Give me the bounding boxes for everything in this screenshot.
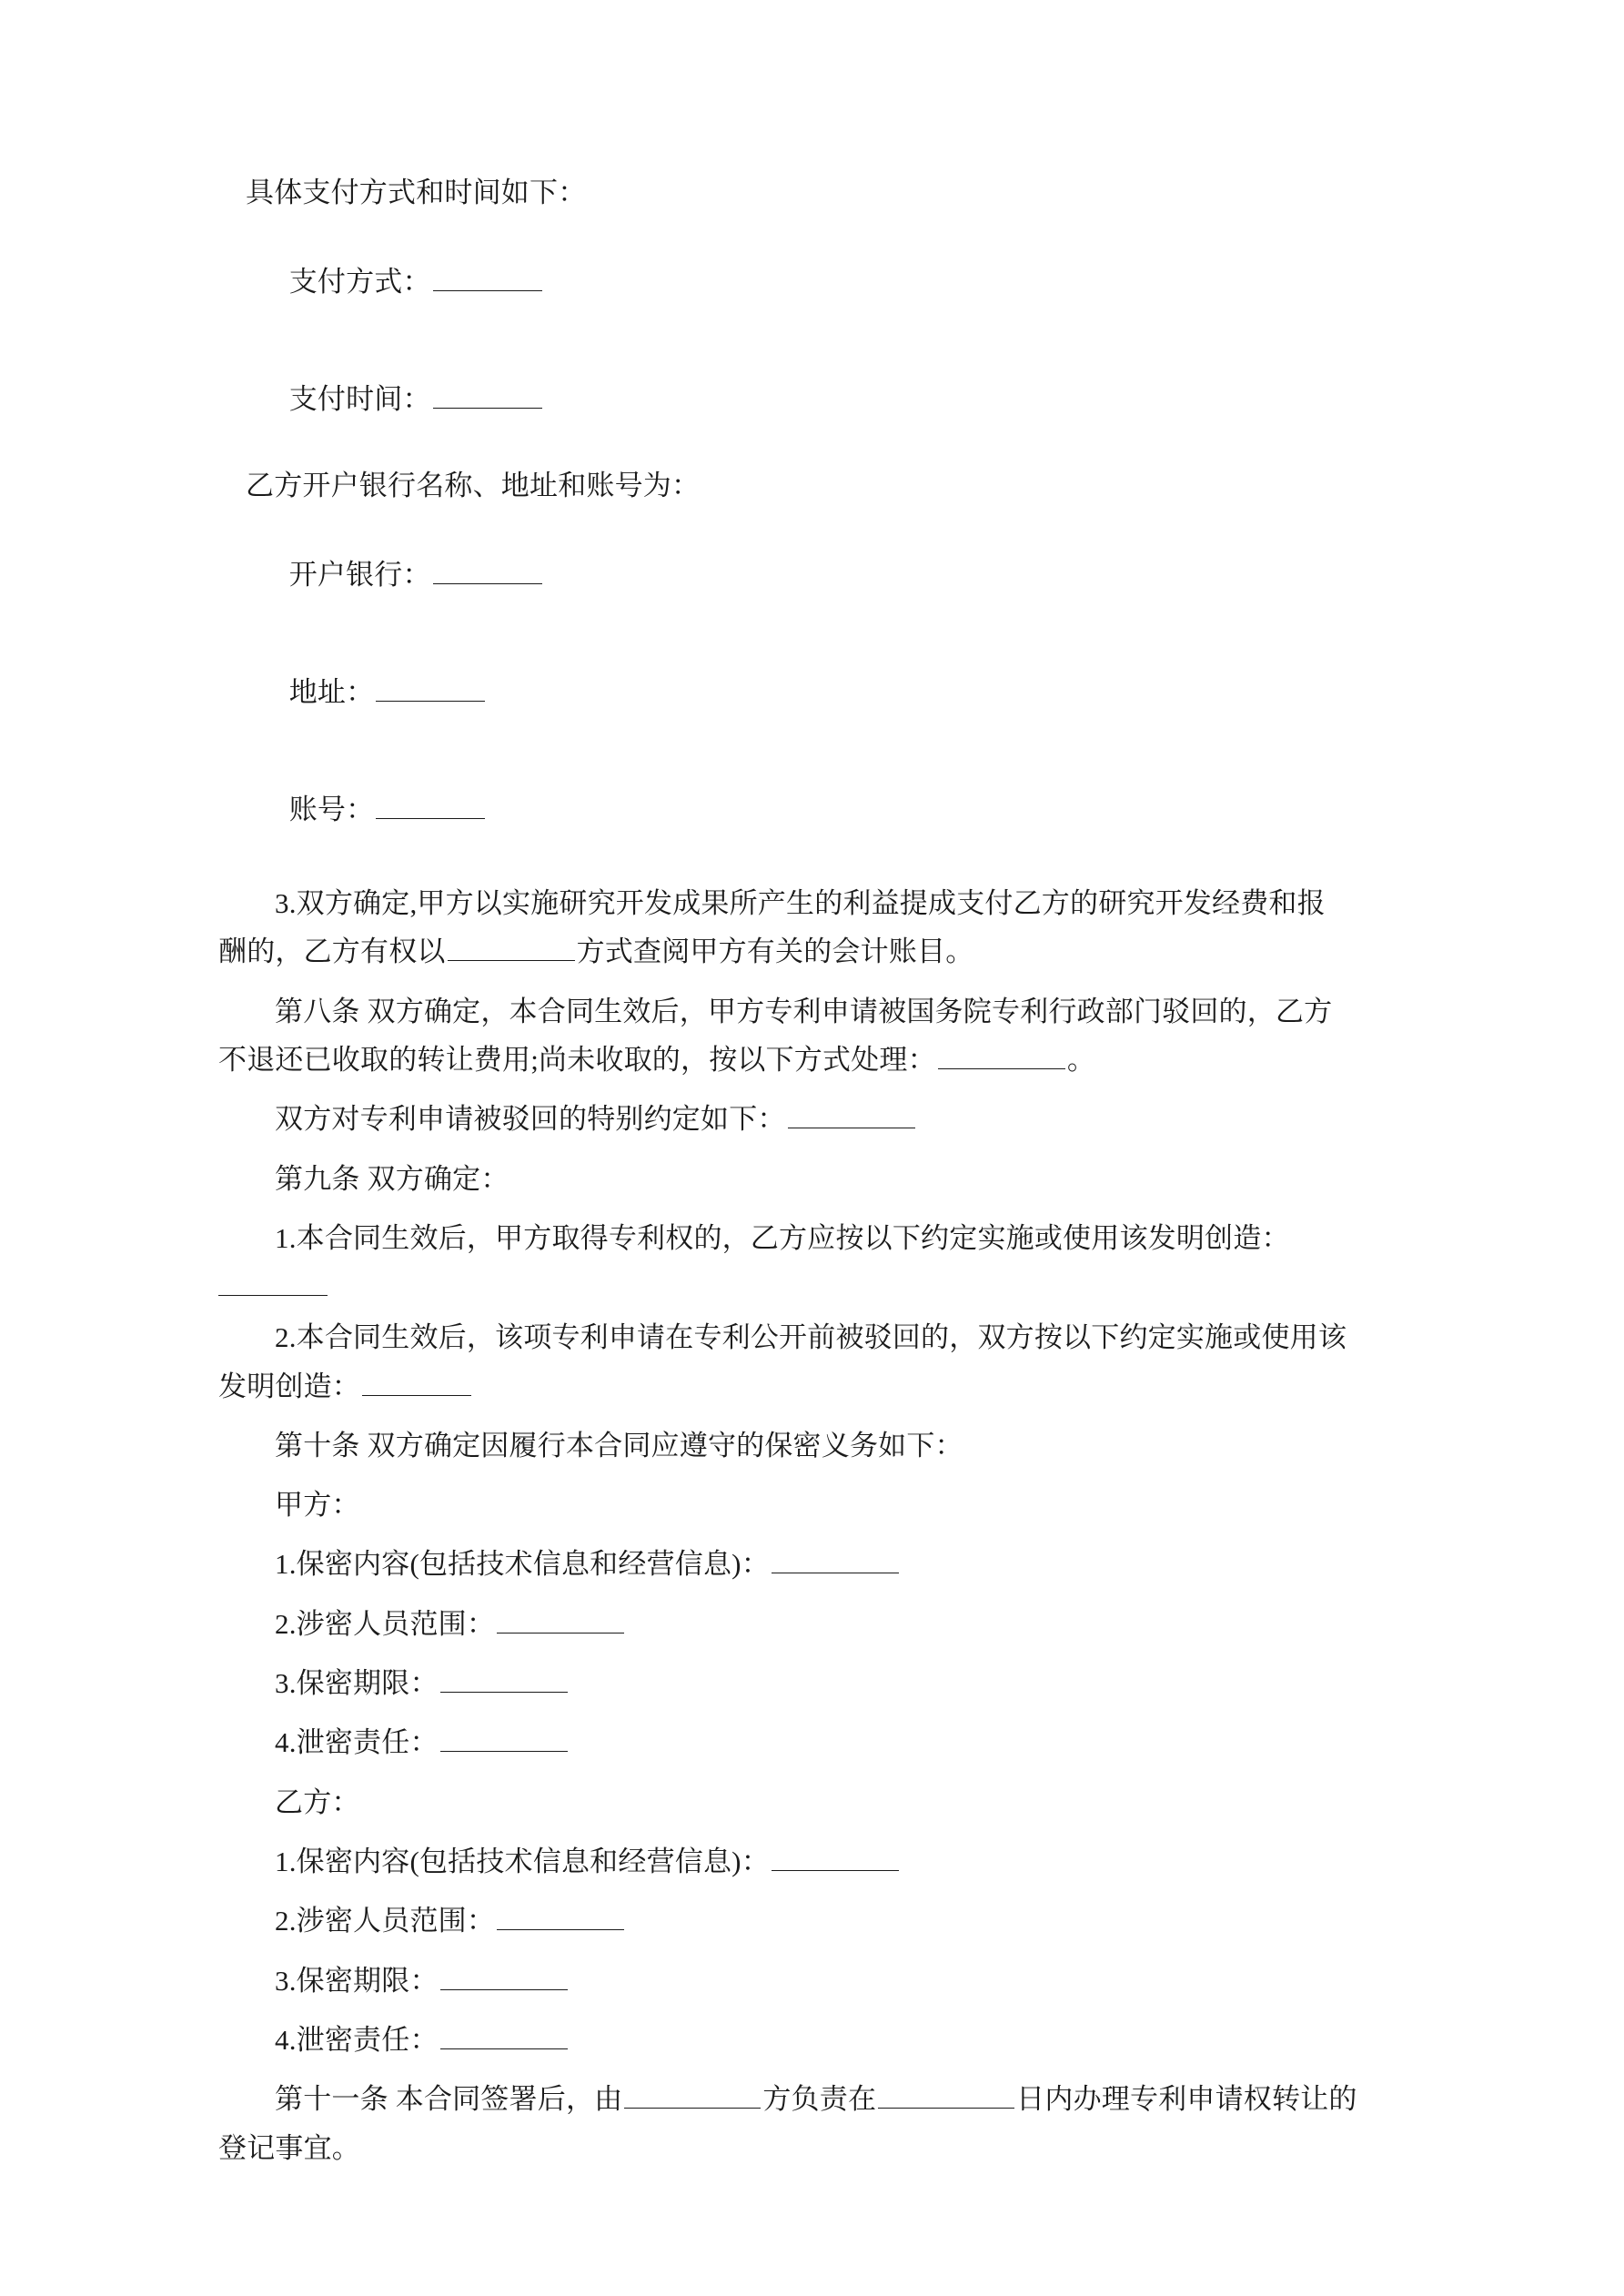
blank-article-9-item-2[interactable] <box>362 1370 471 1396</box>
line-bank-name <box>218 530 1410 617</box>
blank-bank-name[interactable] <box>433 558 542 584</box>
blank-article-9-item-1[interactable] <box>218 1273 1410 1300</box>
blank-payment-method[interactable] <box>433 265 542 291</box>
paragraph-article-9: 第九条 双方确定： <box>275 1162 509 1195</box>
paragraph-party-a-item-4 <box>218 1718 1410 1766</box>
blank-article-11-days[interactable] <box>878 2082 1014 2109</box>
party-a-item-3-label: 3.保密期限： <box>275 1667 439 1700</box>
article-8-line1: 第八条 双方确定，本合同生效后，甲方专利申请被国务院专利行政部门驳回的，乙方 <box>275 995 1333 1027</box>
item-3-text-line2-post: 方式查阅甲方有关的会计账目。 <box>576 936 974 968</box>
line-bank-address <box>218 647 1410 734</box>
paragraph-party-b-item-2 <box>218 1896 1410 1945</box>
article-9-item-2-line1: 2.本合同生效后，该项专利申请在专利公开前被驳回的，双方按以下约定实施或使用该 <box>275 1321 1347 1354</box>
article-8-special-text: 双方对专利申请被驳回的特别约定如下： <box>275 1103 786 1136</box>
paragraph-article-10: 第十条 双方确定因履行本合同应遵守的保密义务如下： <box>275 1429 963 1462</box>
label-bank-name: 开户银行： <box>288 559 431 591</box>
blank-article-8-handling[interactable] <box>938 1043 1065 1069</box>
article-11-line1-post: 日内办理专利申请权转让的 <box>1016 2083 1357 2116</box>
blank-bank-address[interactable] <box>376 675 485 702</box>
article-8-line2-pre: 不退还已收取的转让费用;尚未收取的，按以下方式处理： <box>218 1043 936 1076</box>
item-3-text-line2-pre: 酬的，乙方有权以 <box>218 936 446 968</box>
blank-party-b-confidential-content[interactable] <box>772 1845 899 1871</box>
article-11-line1-pre: 第十一条 本合同签署后，由 <box>275 2083 623 2116</box>
blank-party-a-leak-liability[interactable] <box>440 1725 568 1752</box>
line-payment-method <box>218 237 1410 324</box>
paragraph-party-a-item-3 <box>218 1659 1410 1707</box>
blank-party-b-confidential-term[interactable] <box>440 1964 568 1990</box>
label-payment-method: 支付方式： <box>288 266 431 298</box>
blank-party-a-confidential-content[interactable] <box>772 1547 899 1573</box>
paragraph-article-9-item-2 <box>218 1313 1410 1411</box>
paragraph-article-8-special <box>218 1095 1410 1143</box>
party-b-item-3-label: 3.保密期限： <box>275 1964 439 1997</box>
line-bank-account <box>218 764 1410 852</box>
article-8-line2-post: 。 <box>1066 1043 1096 1076</box>
article-9-item-2-line2: 发明创造： <box>218 1370 360 1402</box>
line-bank-info-intro: 乙方开户银行名称、地址和账号为： <box>246 470 701 501</box>
party-a-item-1-label: 1.保密内容(包括技术信息和经营信息)： <box>275 1548 770 1581</box>
blank-party-b-leak-liability[interactable] <box>440 2023 568 2049</box>
label-bank-account: 账号： <box>288 794 375 825</box>
blank-item-3-method[interactable] <box>448 935 575 961</box>
line-payment-time <box>218 354 1410 441</box>
paragraph-party-b-heading: 乙方： <box>275 1785 360 1818</box>
party-b-item-4-label: 4.泄密责任： <box>275 2023 439 2056</box>
party-a-item-2-label: 2.涉密人员范围： <box>275 1607 496 1640</box>
party-b-item-1-label: 1.保密内容(包括技术信息和经营信息)： <box>275 1846 770 1877</box>
item-3-text-line1: 3.双方确定,甲方以实施研究开发成果所产生的利益提成支付乙方的研究开发经费和报 <box>275 887 1326 919</box>
blank-bank-account[interactable] <box>376 793 485 819</box>
paragraph-party-a-heading: 甲方： <box>275 1489 360 1522</box>
paragraph-item-3 <box>218 879 1410 976</box>
paragraph-party-b-item-1 <box>218 1837 1410 1886</box>
party-b-item-2-label: 2.涉密人员范围： <box>275 1905 496 1937</box>
paragraph-party-b-item-4 <box>218 2016 1410 2064</box>
paragraph-article-9-item-1: 1.本合同生效后，甲方取得专利权的，乙方应按以下约定实施或使用该发明创造： <box>275 1221 1290 1254</box>
article-11-line2: 登记事宜。 <box>218 2131 360 2164</box>
article-11-line1-mid: 方负责在 <box>762 2083 877 2116</box>
label-payment-time: 支付时间： <box>288 383 431 415</box>
document-body <box>218 178 1410 2183</box>
blank-party-b-personnel-scope[interactable] <box>497 1904 624 1930</box>
blank-article-11-party[interactable] <box>624 2082 761 2109</box>
blank-party-a-personnel-scope[interactable] <box>497 1607 624 1633</box>
line-payment-intro: 具体支付方式和时间如下： <box>246 177 587 208</box>
paragraph-article-8 <box>218 987 1410 1085</box>
paragraph-party-b-item-3 <box>218 1957 1410 2005</box>
party-a-item-4-label: 4.泄密责任： <box>275 1726 439 1759</box>
blank-party-a-confidential-term[interactable] <box>440 1666 568 1693</box>
blank-article-8-special[interactable] <box>788 1102 915 1128</box>
blank-payment-time[interactable] <box>433 382 542 409</box>
paragraph-party-a-item-1 <box>218 1540 1410 1588</box>
paragraph-party-a-item-2 <box>218 1600 1410 1648</box>
label-bank-address: 地址： <box>288 676 375 708</box>
paragraph-article-11 <box>218 2075 1410 2172</box>
